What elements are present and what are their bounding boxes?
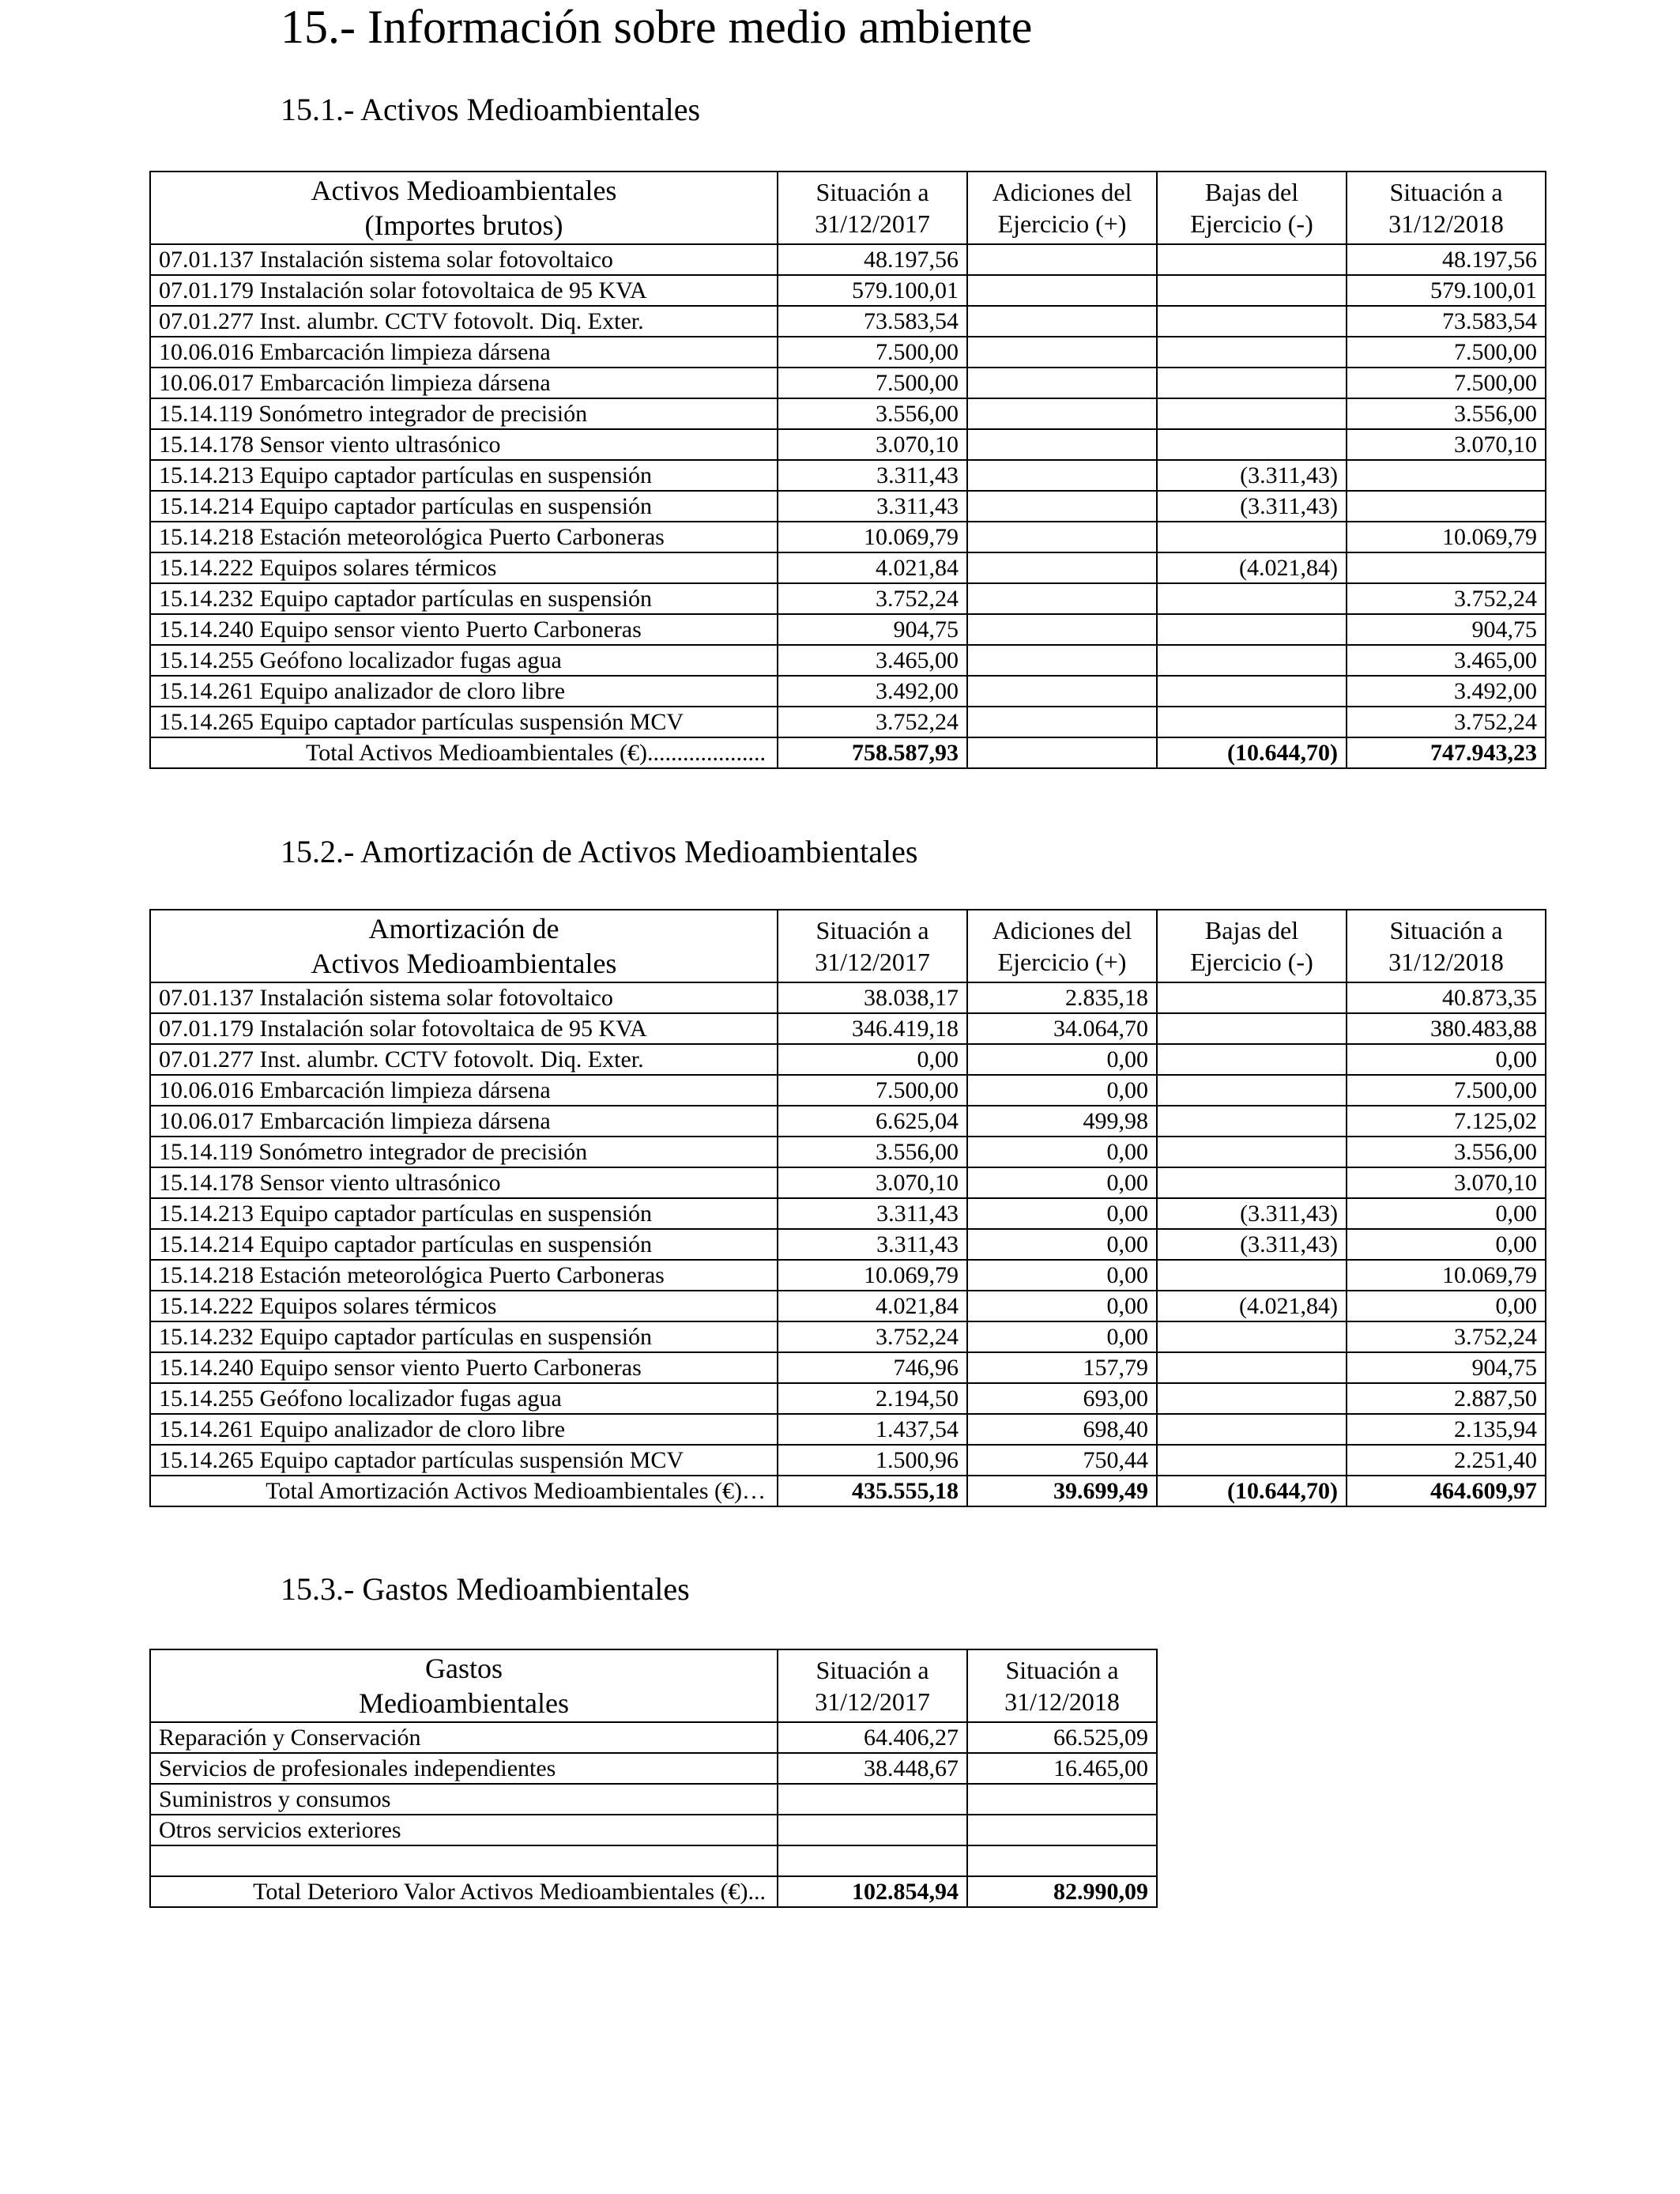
cell-bajas (1157, 306, 1347, 337)
cell-situacion-2018: 7.125,02 (1347, 1106, 1546, 1137)
cell-situacion-2017: 3.556,00 (778, 398, 967, 429)
table-header (150, 1649, 1157, 1722)
cell-bajas (1157, 645, 1347, 676)
cell-bajas (1157, 614, 1347, 645)
cell-adiciones: 34.064,70 (967, 1013, 1157, 1044)
total-cell-situacion-2017: 758.587,93 (778, 737, 967, 768)
cell-concepto: 07.01.179 Instalación solar fotovoltaica de 95 KVA (150, 275, 778, 306)
cell-situacion-2018 (967, 1815, 1157, 1845)
cell-situacion-2017: 4.021,84 (778, 1291, 967, 1321)
cell-situacion-2017: 7.500,00 (778, 368, 967, 398)
cell-situacion-2017: 3.311,43 (778, 1198, 967, 1229)
cell-situacion-2017: 579.100,01 (778, 275, 967, 306)
cell-situacion-2017: 4.021,84 (778, 552, 967, 583)
table-row (150, 1013, 1546, 1044)
cell-adiciones (967, 460, 1157, 491)
cell-situacion-2018: 3.556,00 (1347, 1137, 1546, 1167)
cell-situacion-2018: 380.483,88 (1347, 1013, 1546, 1044)
header-situacion-2018: Situación a 31/12/2018 (967, 1649, 1157, 1722)
table-row (150, 1137, 1546, 1167)
section-title-activos: 15.1.- Activos Medioambientales (281, 92, 701, 127)
cell-adiciones (967, 306, 1157, 337)
header-concepto: Activos Medioambientales (Importes brutos) (150, 172, 778, 244)
cell-adiciones: 499,98 (967, 1106, 1157, 1137)
cell-concepto: Suministros y consumos (150, 1784, 778, 1815)
total-cell-bajas: (10.644,70) (1157, 737, 1347, 768)
cell-concepto: 15.14.240 Equipo sensor viento Puerto Carboneras (150, 1352, 778, 1383)
total-row (150, 1476, 1546, 1506)
table-row (150, 707, 1546, 737)
table-row (150, 1167, 1546, 1198)
cell-adiciones (967, 676, 1157, 707)
cell-situacion-2018: 0,00 (1347, 1044, 1546, 1075)
cell-situacion-2017: 3.311,43 (778, 491, 967, 522)
cell-situacion-2017: 3.492,00 (778, 676, 967, 707)
cell-situacion-2018: 7.500,00 (1347, 368, 1546, 398)
cell-situacion-2017: 48.197,56 (778, 244, 967, 275)
cell-situacion-2017: 3.465,00 (778, 645, 967, 676)
header-situacion-2018: Situación a 31/12/2018 (1347, 172, 1546, 244)
cell-bajas (1157, 1352, 1347, 1383)
cell-concepto: Otros servicios exteriores (150, 1815, 778, 1845)
cell-bajas (1157, 1321, 1347, 1352)
cell-concepto: 07.01.277 Inst. alumbr. CCTV fotovolt. Diq. Exter. (150, 1044, 778, 1075)
cell-situacion-2018: 3.752,24 (1347, 1321, 1546, 1352)
table-header (150, 910, 1546, 982)
cell-situacion-2018: 10.069,79 (1347, 1260, 1546, 1291)
cell-situacion-2018: 3.556,00 (1347, 398, 1546, 429)
table-row (150, 1845, 1157, 1876)
table-row (150, 398, 1546, 429)
cell-situacion-2018: 66.525,09 (967, 1722, 1157, 1753)
table-row (150, 1044, 1546, 1075)
total-cell-situacion-2017: 102.854,94 (778, 1876, 967, 1907)
cell-situacion-2017: 64.406,27 (778, 1722, 967, 1753)
cell-concepto: 15.14.178 Sensor viento ultrasónico (150, 1167, 778, 1198)
cell-concepto: 10.06.016 Embarcación limpieza dársena (150, 1075, 778, 1106)
cell-bajas (1157, 1044, 1347, 1075)
table-row (150, 1321, 1546, 1352)
cell-situacion-2017: 7.500,00 (778, 1075, 967, 1106)
cell-adiciones: 0,00 (967, 1198, 1157, 1229)
cell-bajas (1157, 707, 1347, 737)
table-row (150, 614, 1546, 645)
cell-adiciones (967, 368, 1157, 398)
table-row (150, 1383, 1546, 1414)
header-adiciones: Adiciones del Ejercicio (+) (967, 910, 1157, 982)
cell-concepto: 15.14.265 Equipo captador partículas suspensión MCV (150, 707, 778, 737)
table-row (150, 491, 1546, 522)
cell-bajas (1157, 583, 1347, 614)
cell-bajas (1157, 1013, 1347, 1044)
cell-situacion-2018 (1347, 460, 1546, 491)
cell-situacion-2018: 2.251,40 (1347, 1445, 1546, 1476)
page-title: 15.- Información sobre medio ambiente (281, 1, 1033, 53)
header-concepto: Gastos Medioambientales (150, 1649, 778, 1722)
cell-concepto: 15.14.213 Equipo captador partículas en suspensión (150, 1198, 778, 1229)
header-adiciones: Adiciones del Ejercicio (+) (967, 172, 1157, 244)
cell-situacion-2018: 40.873,35 (1347, 982, 1546, 1013)
cell-bajas (1157, 1106, 1347, 1137)
cell-situacion-2017: 346.419,18 (778, 1013, 967, 1044)
cell-adiciones (967, 645, 1157, 676)
header-bajas: Bajas del Ejercicio (-) (1157, 910, 1347, 982)
cell-situacion-2018: 904,75 (1347, 614, 1546, 645)
cell-bajas (1157, 398, 1347, 429)
cell-bajas (1157, 244, 1347, 275)
table-row (150, 982, 1546, 1013)
cell-situacion-2017 (778, 1845, 967, 1876)
header-situacion-2018: Situación a 31/12/2018 (1347, 910, 1546, 982)
cell-situacion-2018: 579.100,01 (1347, 275, 1546, 306)
cell-bajas (1157, 1414, 1347, 1445)
cell-situacion-2018: 0,00 (1347, 1291, 1546, 1321)
cell-situacion-2018: 7.500,00 (1347, 337, 1546, 368)
cell-adiciones: 0,00 (967, 1260, 1157, 1291)
cell-bajas (1157, 1445, 1347, 1476)
table-row (150, 275, 1546, 306)
cell-situacion-2017: 3.070,10 (778, 1167, 967, 1198)
cell-bajas (1157, 337, 1347, 368)
total-cell-adiciones: 39.699,49 (967, 1476, 1157, 1506)
cell-bajas (1157, 429, 1347, 460)
cell-adiciones: 2.835,18 (967, 982, 1157, 1013)
cell-situacion-2018: 2.887,50 (1347, 1383, 1546, 1414)
table-row (150, 429, 1546, 460)
cell-bajas (1157, 368, 1347, 398)
cell-adiciones: 0,00 (967, 1075, 1157, 1106)
cell-adiciones: 0,00 (967, 1044, 1157, 1075)
cell-bajas (1157, 982, 1347, 1013)
cell-concepto: 07.01.179 Instalación solar fotovoltaica de 95 KVA (150, 1013, 778, 1044)
cell-bajas: (3.311,43) (1157, 1229, 1347, 1260)
table-row (150, 1753, 1157, 1784)
cell-concepto: 15.14.232 Equipo captador partículas en suspensión (150, 1321, 778, 1352)
table-row (150, 645, 1546, 676)
cell-situacion-2018 (967, 1845, 1157, 1876)
cell-situacion-2018: 16.465,00 (967, 1753, 1157, 1784)
cell-situacion-2018: 2.135,94 (1347, 1414, 1546, 1445)
cell-situacion-2018: 3.492,00 (1347, 676, 1546, 707)
header-situacion-2017: Situación a 31/12/2017 (778, 172, 967, 244)
cell-situacion-2018: 3.752,24 (1347, 583, 1546, 614)
cell-concepto: 15.14.213 Equipo captador partículas en suspensión (150, 460, 778, 491)
cell-adiciones (967, 429, 1157, 460)
table-row (150, 1229, 1546, 1260)
cell-concepto: 15.14.255 Geófono localizador fugas agua (150, 645, 778, 676)
cell-adiciones (967, 491, 1157, 522)
cell-concepto: Servicios de profesionales independientes (150, 1753, 778, 1784)
cell-situacion-2017: 3.070,10 (778, 429, 967, 460)
cell-adiciones: 698,40 (967, 1414, 1157, 1445)
total-row (150, 737, 1546, 768)
header-bajas: Bajas del Ejercicio (-) (1157, 172, 1347, 244)
table-row (150, 1106, 1546, 1137)
table-gastos (149, 1649, 1158, 1908)
cell-adiciones (967, 398, 1157, 429)
section-title-gastos: 15.3.- Gastos Medioambientales (281, 1571, 690, 1607)
cell-concepto: 15.14.222 Equipos solares térmicos (150, 552, 778, 583)
cell-concepto: 15.14.265 Equipo captador partículas suspensión MCV (150, 1445, 778, 1476)
total-cell-situacion-2018: 82.990,09 (967, 1876, 1157, 1907)
cell-concepto: 15.14.178 Sensor viento ultrasónico (150, 429, 778, 460)
table-row (150, 1291, 1546, 1321)
cell-bajas (1157, 1075, 1347, 1106)
total-cell-concepto: Total Deterioro Valor Activos Medioambientales (€)... (150, 1876, 778, 1907)
table-row (150, 1445, 1546, 1476)
cell-situacion-2018 (967, 1784, 1157, 1815)
table-row (150, 460, 1546, 491)
cell-situacion-2017: 3.752,24 (778, 707, 967, 737)
table-row (150, 337, 1546, 368)
cell-concepto: 15.14.240 Equipo sensor viento Puerto Carboneras (150, 614, 778, 645)
cell-situacion-2018: 0,00 (1347, 1229, 1546, 1260)
cell-situacion-2017: 73.583,54 (778, 306, 967, 337)
cell-situacion-2018 (1347, 552, 1546, 583)
cell-situacion-2017: 2.194,50 (778, 1383, 967, 1414)
cell-bajas (1157, 1260, 1347, 1291)
cell-situacion-2018: 3.465,00 (1347, 645, 1546, 676)
table-row (150, 1414, 1546, 1445)
cell-concepto: 15.14.218 Estación meteorológica Puerto Carboneras (150, 1260, 778, 1291)
cell-adiciones: 693,00 (967, 1383, 1157, 1414)
cell-adiciones: 750,44 (967, 1445, 1157, 1476)
cell-concepto: 15.14.214 Equipo captador partículas en suspensión (150, 1229, 778, 1260)
total-cell-situacion-2017: 435.555,18 (778, 1476, 967, 1506)
cell-situacion-2018: 904,75 (1347, 1352, 1546, 1383)
header-situacion-2017: Situación a 31/12/2017 (778, 910, 967, 982)
cell-concepto: 15.14.261 Equipo analizador de cloro libre (150, 676, 778, 707)
cell-concepto: 15.14.255 Geófono localizador fugas agua (150, 1383, 778, 1414)
table-row (150, 368, 1546, 398)
cell-bajas (1157, 676, 1347, 707)
cell-bajas (1157, 275, 1347, 306)
cell-concepto: 07.01.137 Instalación sistema solar fotovoltaico (150, 982, 778, 1013)
cell-adiciones (967, 522, 1157, 552)
cell-situacion-2017: 7.500,00 (778, 337, 967, 368)
cell-adiciones (967, 707, 1157, 737)
table-amortizacion (149, 909, 1546, 1507)
cell-concepto: 15.14.119 Sonómetro integrador de precisión (150, 398, 778, 429)
cell-adiciones (967, 614, 1157, 645)
cell-concepto: 15.14.214 Equipo captador partículas en suspensión (150, 491, 778, 522)
cell-situacion-2018 (1347, 491, 1546, 522)
cell-concepto: 10.06.017 Embarcación limpieza dársena (150, 1106, 778, 1137)
cell-situacion-2017: 3.556,00 (778, 1137, 967, 1167)
cell-concepto: 10.06.016 Embarcación limpieza dársena (150, 337, 778, 368)
cell-situacion-2018: 3.070,10 (1347, 1167, 1546, 1198)
table-row (150, 1198, 1546, 1229)
table-row (150, 552, 1546, 583)
cell-situacion-2018: 3.070,10 (1347, 429, 1546, 460)
cell-concepto (150, 1845, 778, 1876)
total-cell-adiciones (967, 737, 1157, 768)
cell-concepto: 07.01.277 Inst. alumbr. CCTV fotovolt. Diq. Exter. (150, 306, 778, 337)
table-row (150, 1352, 1546, 1383)
cell-adiciones: 0,00 (967, 1291, 1157, 1321)
cell-adiciones: 0,00 (967, 1137, 1157, 1167)
cell-adiciones: 0,00 (967, 1167, 1157, 1198)
cell-adiciones (967, 583, 1157, 614)
cell-concepto: 15.14.218 Estación meteorológica Puerto Carboneras (150, 522, 778, 552)
cell-situacion-2017: 6.625,04 (778, 1106, 967, 1137)
total-cell-concepto: Total Activos Medioambientales (€).................... (150, 737, 778, 768)
header-situacion-2017: Situación a 31/12/2017 (778, 1649, 967, 1722)
cell-situacion-2017: 3.752,24 (778, 1321, 967, 1352)
cell-bajas (1157, 1167, 1347, 1198)
cell-situacion-2017: 38.448,67 (778, 1753, 967, 1784)
cell-adiciones (967, 337, 1157, 368)
table-row (150, 1784, 1157, 1815)
cell-situacion-2017: 1.437,54 (778, 1414, 967, 1445)
table-header (150, 172, 1546, 244)
cell-bajas (1157, 1137, 1347, 1167)
table-activos (149, 171, 1546, 769)
table-row (150, 583, 1546, 614)
cell-adiciones (967, 552, 1157, 583)
total-row (150, 1876, 1157, 1907)
table-row (150, 1815, 1157, 1845)
table-row (150, 1722, 1157, 1753)
total-cell-concepto: Total Amortización Activos Medioambientales (€)… (150, 1476, 778, 1506)
cell-adiciones (967, 244, 1157, 275)
cell-situacion-2018: 73.583,54 (1347, 306, 1546, 337)
cell-concepto: 15.14.232 Equipo captador partículas en suspensión (150, 583, 778, 614)
cell-concepto: 07.01.137 Instalación sistema solar fotovoltaico (150, 244, 778, 275)
cell-situacion-2017: 0,00 (778, 1044, 967, 1075)
cell-situacion-2017: 3.311,43 (778, 460, 967, 491)
table-row (150, 676, 1546, 707)
cell-concepto: 15.14.222 Equipos solares térmicos (150, 1291, 778, 1321)
cell-situacion-2018: 10.069,79 (1347, 522, 1546, 552)
cell-situacion-2017: 38.038,17 (778, 982, 967, 1013)
table-row (150, 1075, 1546, 1106)
table-row (150, 1260, 1546, 1291)
cell-adiciones: 0,00 (967, 1229, 1157, 1260)
cell-situacion-2017: 904,75 (778, 614, 967, 645)
cell-bajas: (4.021,84) (1157, 1291, 1347, 1321)
cell-concepto: Reparación y Conservación (150, 1722, 778, 1753)
table-row (150, 306, 1546, 337)
cell-situacion-2018: 3.752,24 (1347, 707, 1546, 737)
cell-situacion-2018: 0,00 (1347, 1198, 1546, 1229)
cell-situacion-2017 (778, 1784, 967, 1815)
cell-situacion-2017: 10.069,79 (778, 1260, 967, 1291)
table-row (150, 522, 1546, 552)
cell-situacion-2018: 48.197,56 (1347, 244, 1546, 275)
cell-concepto: 15.14.261 Equipo analizador de cloro libre (150, 1414, 778, 1445)
cell-bajas: (4.021,84) (1157, 552, 1347, 583)
cell-bajas (1157, 522, 1347, 552)
cell-bajas: (3.311,43) (1157, 1198, 1347, 1229)
total-cell-situacion-2018: 747.943,23 (1347, 737, 1546, 768)
cell-bajas: (3.311,43) (1157, 491, 1347, 522)
cell-situacion-2017: 3.311,43 (778, 1229, 967, 1260)
cell-situacion-2017: 10.069,79 (778, 522, 967, 552)
cell-situacion-2017: 746,96 (778, 1352, 967, 1383)
total-cell-situacion-2018: 464.609,97 (1347, 1476, 1546, 1506)
cell-bajas (1157, 1383, 1347, 1414)
cell-concepto: 15.14.119 Sonómetro integrador de precisión (150, 1137, 778, 1167)
cell-adiciones: 0,00 (967, 1321, 1157, 1352)
cell-adiciones (967, 275, 1157, 306)
cell-situacion-2017: 1.500,96 (778, 1445, 967, 1476)
section-title-amortizacion: 15.2.- Amortización de Activos Medioambientales (281, 834, 918, 869)
cell-bajas: (3.311,43) (1157, 460, 1347, 491)
header-concepto: Amortización de Activos Medioambientales (150, 910, 778, 982)
cell-concepto: 10.06.017 Embarcación limpieza dársena (150, 368, 778, 398)
cell-situacion-2017: 3.752,24 (778, 583, 967, 614)
total-cell-bajas: (10.644,70) (1157, 1476, 1347, 1506)
cell-situacion-2018: 7.500,00 (1347, 1075, 1546, 1106)
cell-adiciones: 157,79 (967, 1352, 1157, 1383)
table-row (150, 244, 1546, 275)
cell-situacion-2017 (778, 1815, 967, 1845)
